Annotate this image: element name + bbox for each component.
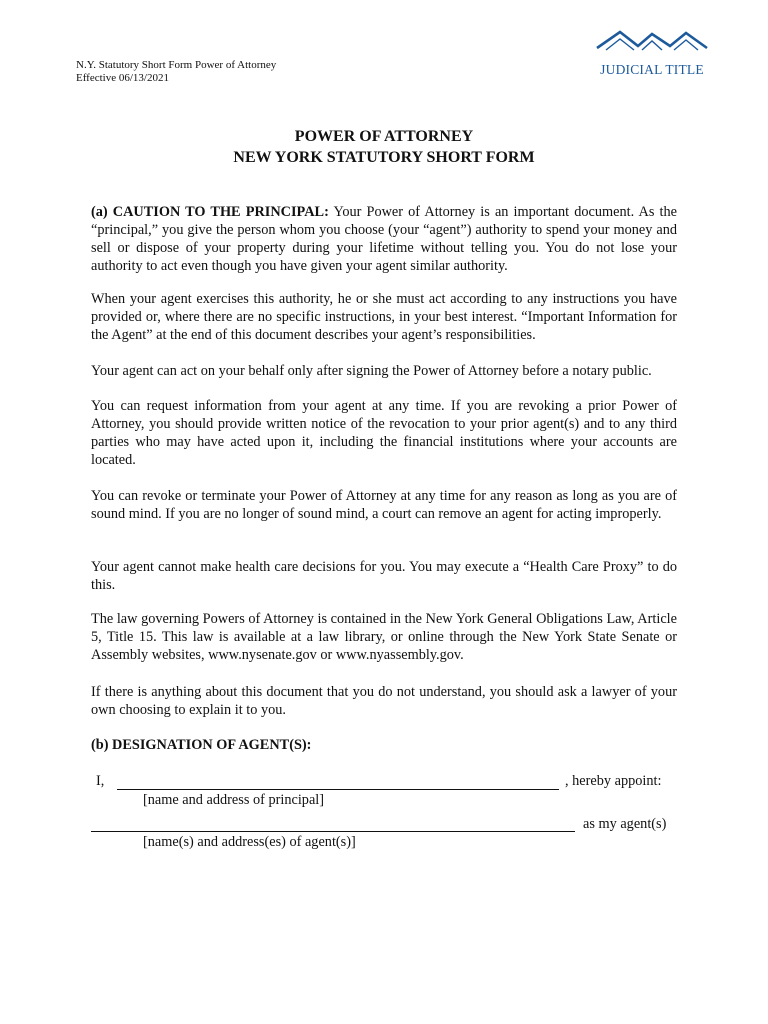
hereby-appoint-label: , hereby appoint: bbox=[565, 773, 662, 789]
caution-heading: (a) CAUTION TO THE PRINCIPAL: bbox=[91, 204, 329, 220]
revoke-paragraph: You can revoke or terminate your Power of Attorney at any time for any reason as long as you are of sound mind. If you are no longer of sound mind, a court can remove an agent for acting improperly. bbox=[91, 488, 677, 522]
form-header bbox=[76, 59, 276, 85]
caution-text: Your Power of Attorney is an important document. As the “principal,” you give the person whom you choose (your “agent”) authority to spend your money and sell or dispose of your property during your lifetime without telling you. You do not lose your authority to act even though you have given your agent similar authority. bbox=[91, 204, 677, 274]
agent-authority-paragraph: When your agent exercises this authority, he or she must act according to any instructions you have provided or, where there are no specific instructions, in your best interest. “Important Information for the Agent” at the end of this document describes your agent’s responsibilities. bbox=[91, 291, 677, 343]
caution-paragraph bbox=[91, 203, 677, 275]
effective-date: Effective 06/13/2021 bbox=[76, 72, 169, 84]
logo-text: JUDICIAL TITLE bbox=[600, 62, 704, 77]
document-title bbox=[0, 126, 768, 168]
designation-heading: (b) DESIGNATION OF AGENT(S): bbox=[91, 737, 312, 753]
mountains-icon bbox=[596, 26, 708, 52]
principal-caption: [name and address of principal] bbox=[143, 792, 325, 808]
title-line-1: POWER OF ATTORNEY bbox=[294, 128, 474, 145]
judicial-title-logo bbox=[593, 26, 711, 82]
health-care-paragraph: Your agent cannot make health care decisions for you. You may execute a “Health Care Proxy” to do this. bbox=[91, 559, 677, 593]
lawyer-paragraph: If there is anything about this document that you do not understand, you should ask a lawyer of your own choosing to explain it to you. bbox=[91, 684, 677, 718]
title-line-2: NEW YORK STATUTORY SHORT FORM bbox=[233, 149, 535, 166]
as-my-agents-label: as my agent(s) bbox=[583, 816, 667, 832]
agent-name-line[interactable] bbox=[91, 831, 575, 832]
form-name: N.Y. Statutory Short Form Power of Attorney bbox=[76, 59, 277, 71]
notary-paragraph: Your agent can act on your behalf only after signing the Power of Attorney before a notary public. bbox=[91, 363, 652, 379]
agents-caption: [name(s) and address(es) of agent(s)] bbox=[143, 834, 356, 850]
law-paragraph: The law governing Powers of Attorney is contained in the New York General Obligations Law, Article 5, Title 15. This law is available at a law library, or online through the New York State Senate or Assembly websites, www.nysenate.gov or www.nyassembly.gov. bbox=[91, 611, 677, 663]
principal-name-line[interactable] bbox=[117, 789, 559, 790]
request-information-paragraph: You can request information from your agent at any time. If you are revoking a prior Power of Attorney, you should provide written notice of the revocation to your prior agent(s) and to any third parties who may have acted upon it, including the financial institutions where your accounts are located. bbox=[91, 398, 677, 468]
i-label: I, bbox=[96, 773, 105, 789]
